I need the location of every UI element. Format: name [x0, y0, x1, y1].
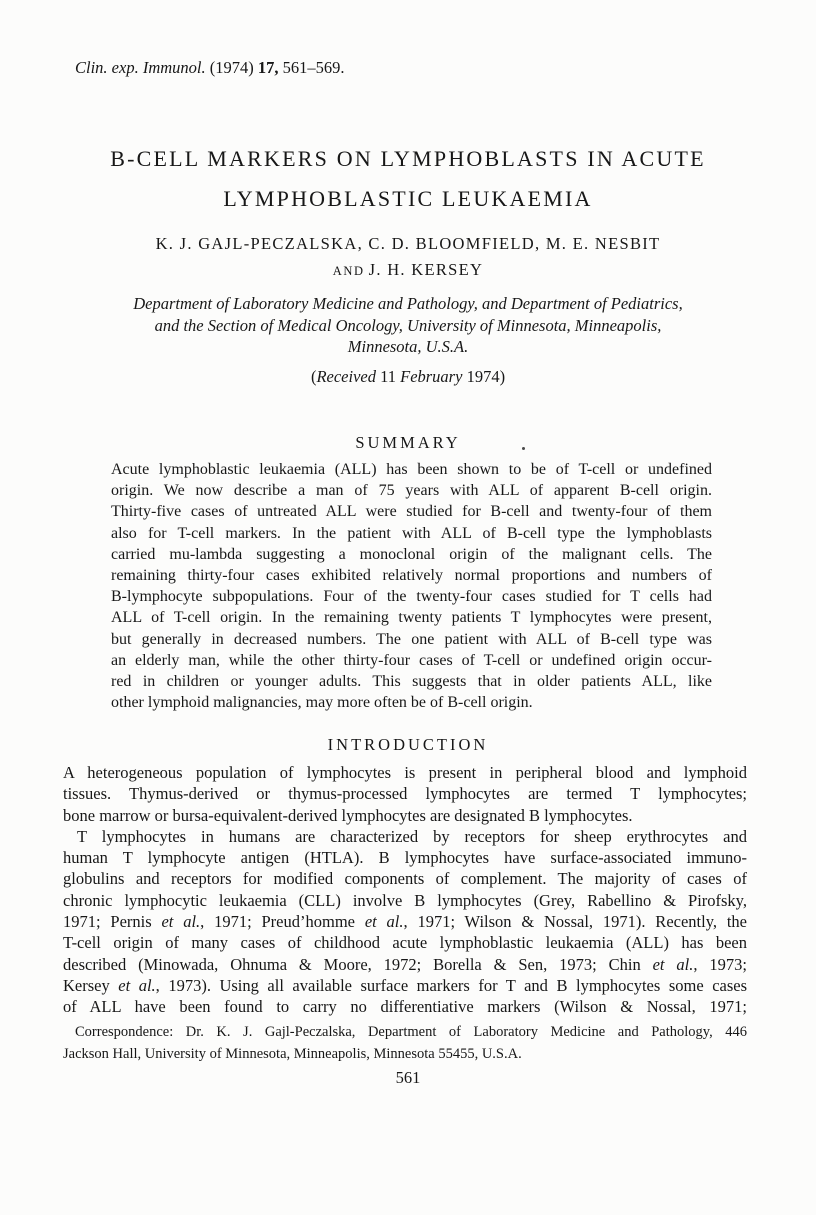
received-paren-open: ( — [310, 367, 317, 386]
author-conjunction: AND — [332, 264, 365, 278]
text-line: Kersey et al., 1973). Using all available surface markers for T and B lymphocytes some cases — [63, 975, 748, 995]
text-line: human T lymphocyte antigen (HTLA). B lymphocytes have surface-associated immuno- — [63, 848, 747, 868]
text-line: Jackson Hall, University of Minnesota, Minneapolis, Minnesota 55455, U.S.A. — [63, 1045, 522, 1062]
journal-citation — [75, 58, 344, 78]
journal-year: (1974) — [205, 58, 258, 77]
text-line: origin. We now describe a man of 75 years with ALL of apparent B-cell origin. — [111, 482, 712, 500]
text-line: bone marrow or bursa-equivalent-derived lymphocytes are designated B lymphocytes. — [63, 805, 633, 825]
received-day: 11 — [375, 367, 401, 386]
received-word: Received — [316, 367, 376, 386]
text-line: 1971; Pernis et al., 1971; Preud’homme et al., 1971; Wilson & Nossal, 1971). Recently, the — [63, 912, 747, 932]
introduction-heading: INTRODUCTION — [327, 735, 489, 754]
text-line: Thirty-five cases of untreated ALL were studied for B-cell and twenty-four of them — [111, 503, 712, 521]
text-line: other lymphoid malignancies, may more often be of B-cell origin. — [111, 694, 533, 712]
text-line: chronic lymphocytic leukaemia (CLL) involve B lymphocytes (Grey, Rabellino & Pirofsky, — [63, 890, 747, 910]
text-line: also for T-cell markers. In the patient with ALL of B-cell type the lymphoblasts — [111, 524, 712, 542]
summary-paragraph — [111, 459, 712, 713]
text-line: remaining thirty-four cases exhibited relatively normal proportions and numbers of — [111, 567, 712, 585]
ink-speck — [522, 447, 525, 450]
summary-heading: SUMMARY — [355, 433, 461, 452]
journal-name: Clin. exp. Immunol. — [75, 58, 206, 77]
author-line-2 — [0, 257, 816, 284]
text-line: ALL of T-cell origin. In the remaining twenty patients T lymphocytes were present, — [111, 609, 712, 627]
text-line: described (Minowada, Ohnuma & Moore, 1972; Borella & Sen, 1973; Chin et al., 1973; — [63, 954, 747, 974]
journal-volume: 17, — [257, 58, 279, 77]
text-line: but generally in decreased numbers. The one patient with ALL of B-cell type was — [111, 630, 712, 648]
text-line: an elderly man, while the other thirty-four cases of T-cell or undefined origin occur- — [111, 651, 712, 669]
text-line: T lymphocytes in humans are characterized by receptors for sheep erythrocytes and — [77, 826, 747, 846]
text-line: carried mu-lambda suggesting a monoclonal origin of the malignant cells. The — [111, 545, 712, 563]
introduction-paragraph-2 — [63, 826, 747, 1018]
text-line: red in children or younger adults. This suggests that in older patients ALL, like — [111, 673, 712, 691]
correspondence-footnote — [63, 1022, 747, 1065]
page-number: 561 — [395, 1068, 421, 1087]
affiliation — [0, 293, 816, 358]
author-list — [0, 231, 816, 284]
introduction-section — [63, 762, 747, 1018]
author-last: J. H. KERSEY — [368, 260, 484, 279]
affiliation-line: Minnesota, U.S.A. — [347, 337, 469, 356]
affiliation-line: and the Section of Medical Oncology, University of Minnesota, Minneapolis, — [154, 315, 662, 335]
text-line: Acute lymphoblastic leukaemia (ALL) has been shown to be of T-cell or undefined — [111, 461, 712, 478]
text-line: of ALL have been found to carry no differentiative markers (Wilson & Nossal, 1971; — [63, 997, 747, 1017]
article-title-line2: LYMPHOBLASTIC LEUKAEMIA — [223, 186, 593, 211]
text-line: T-cell origin of many cases of childhood acute lymphoblastic leukaemia (ALL) has been — [63, 933, 747, 953]
author-line-1: K. J. GAJL-PECZALSKA, C. D. BLOOMFIELD, M. E. NESBIT — [155, 234, 661, 253]
introduction-paragraph-1 — [63, 762, 747, 826]
article-title-line1: B-CELL MARKERS ON LYMPHOBLASTS IN ACUTE — [110, 146, 706, 171]
text-line: Correspondence: Dr. K. J. Gajl-Peczalska, Department of Laboratory Medicine and Pathology, 446 — [75, 1024, 747, 1040]
received-month: February — [400, 367, 463, 386]
text-line: tissues. Thymus-derived or thymus-processed lymphocytes are termed T lymphocytes; — [63, 784, 747, 804]
text-line: B-lymphocyte subpopulations. Four of the twenty-four cases studied for T cells had — [111, 588, 712, 606]
journal-pages: 561–569. — [278, 58, 345, 77]
article-title — [0, 139, 816, 219]
text-line: A heterogeneous population of lymphocytes is present in peripheral blood and lymphoid — [63, 763, 747, 782]
affiliation-line: Department of Laboratory Medicine and Pathology, and Department of Pediatrics, — [133, 294, 683, 313]
received-year: 1974) — [462, 367, 506, 386]
received-date — [0, 367, 816, 387]
text-line: globulins and receptors for modified components of complement. The majority of cases of — [63, 869, 747, 889]
